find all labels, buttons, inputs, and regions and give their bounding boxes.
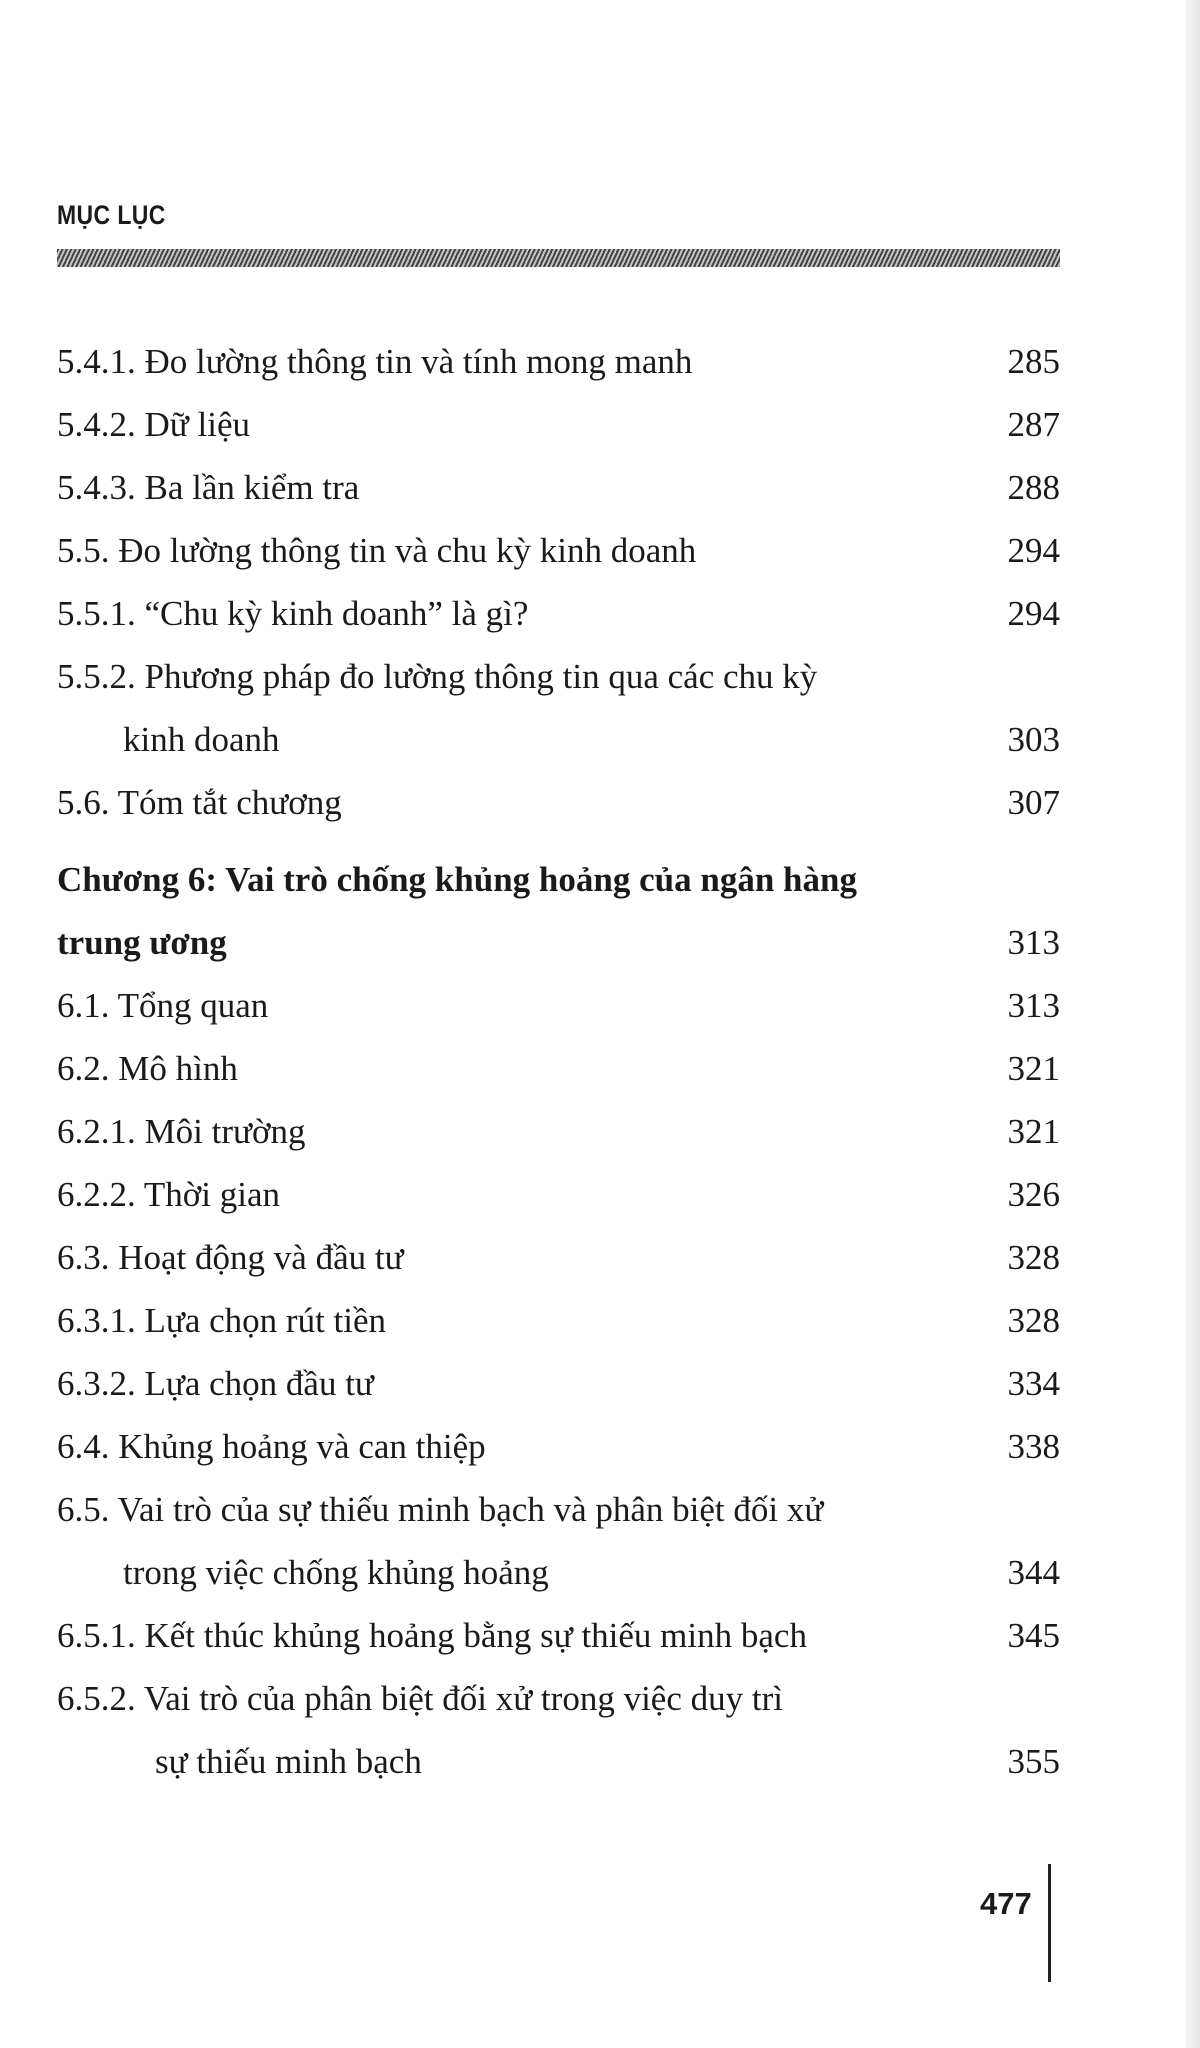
toc-entry: 6.2.1. Môi trường 321 bbox=[57, 1112, 1060, 1151]
toc-entry-continuation: kinh doanh 303 bbox=[123, 720, 1060, 759]
toc-entry: 6.3.1. Lựa chọn rút tiền 328 bbox=[57, 1301, 1060, 1340]
toc-entry-continuation: sự thiếu minh bạch 355 bbox=[155, 1742, 1060, 1781]
toc-entry: 6.4. Khủng hoảng và can thiệp 338 bbox=[57, 1427, 1060, 1466]
toc-entry: 6.5.2. Vai trò của phân biệt đối xử trong việc duy trì bbox=[57, 1679, 783, 1718]
toc-entry: 5.4.2. Dữ liệu 287 bbox=[57, 405, 1060, 444]
toc-entry: 5.4.3. Ba lần kiểm tra 288 bbox=[57, 468, 1060, 507]
running-head: MỤC LỤC bbox=[57, 200, 166, 230]
table-of-contents bbox=[57, 330, 1060, 1793]
toc-entry: 5.4.1. Đo lường thông tin và tính mong manh 285 bbox=[57, 342, 1060, 381]
toc-entry: 5.6. Tóm tắt chương 307 bbox=[57, 783, 1060, 822]
toc-entry: 5.5. Đo lường thông tin và chu kỳ kinh doanh 294 bbox=[57, 531, 1060, 570]
toc-entry: 6.3.2. Lựa chọn đầu tư 334 bbox=[57, 1364, 1060, 1403]
toc-entry: 5.5.2. Phương pháp đo lường thông tin qua các chu kỳ bbox=[57, 657, 818, 696]
toc-entry: 6.3. Hoạt động và đầu tư 328 bbox=[57, 1238, 1060, 1277]
chapter-heading: Chương 6: Vai trò chống khủng hoảng của ngân hàng bbox=[57, 860, 857, 899]
page-edge bbox=[1186, 0, 1200, 2048]
toc-entry: 6.1. Tổng quan 313 bbox=[57, 986, 1060, 1025]
folio-rule bbox=[1048, 1864, 1051, 1982]
toc-entry: 6.5.1. Kết thúc khủng hoảng bằng sự thiếu minh bạch 345 bbox=[57, 1616, 1060, 1655]
toc-entry: 6.2.2. Thời gian 326 bbox=[57, 1175, 1060, 1214]
hatched-rule bbox=[57, 249, 1060, 267]
toc-entry: 6.5. Vai trò của sự thiếu minh bạch và phân biệt đối xử bbox=[57, 1490, 824, 1529]
chapter-heading-continuation: trung ương 313 bbox=[57, 923, 1060, 962]
toc-entry: 6.2. Mô hình 321 bbox=[57, 1049, 1060, 1088]
toc-entry-continuation: trong việc chống khủng hoảng 344 bbox=[123, 1553, 1060, 1592]
toc-entry: 5.5.1. “Chu kỳ kinh doanh” là gì? 294 bbox=[57, 594, 1060, 633]
page-number: 477 bbox=[980, 1886, 1032, 1921]
